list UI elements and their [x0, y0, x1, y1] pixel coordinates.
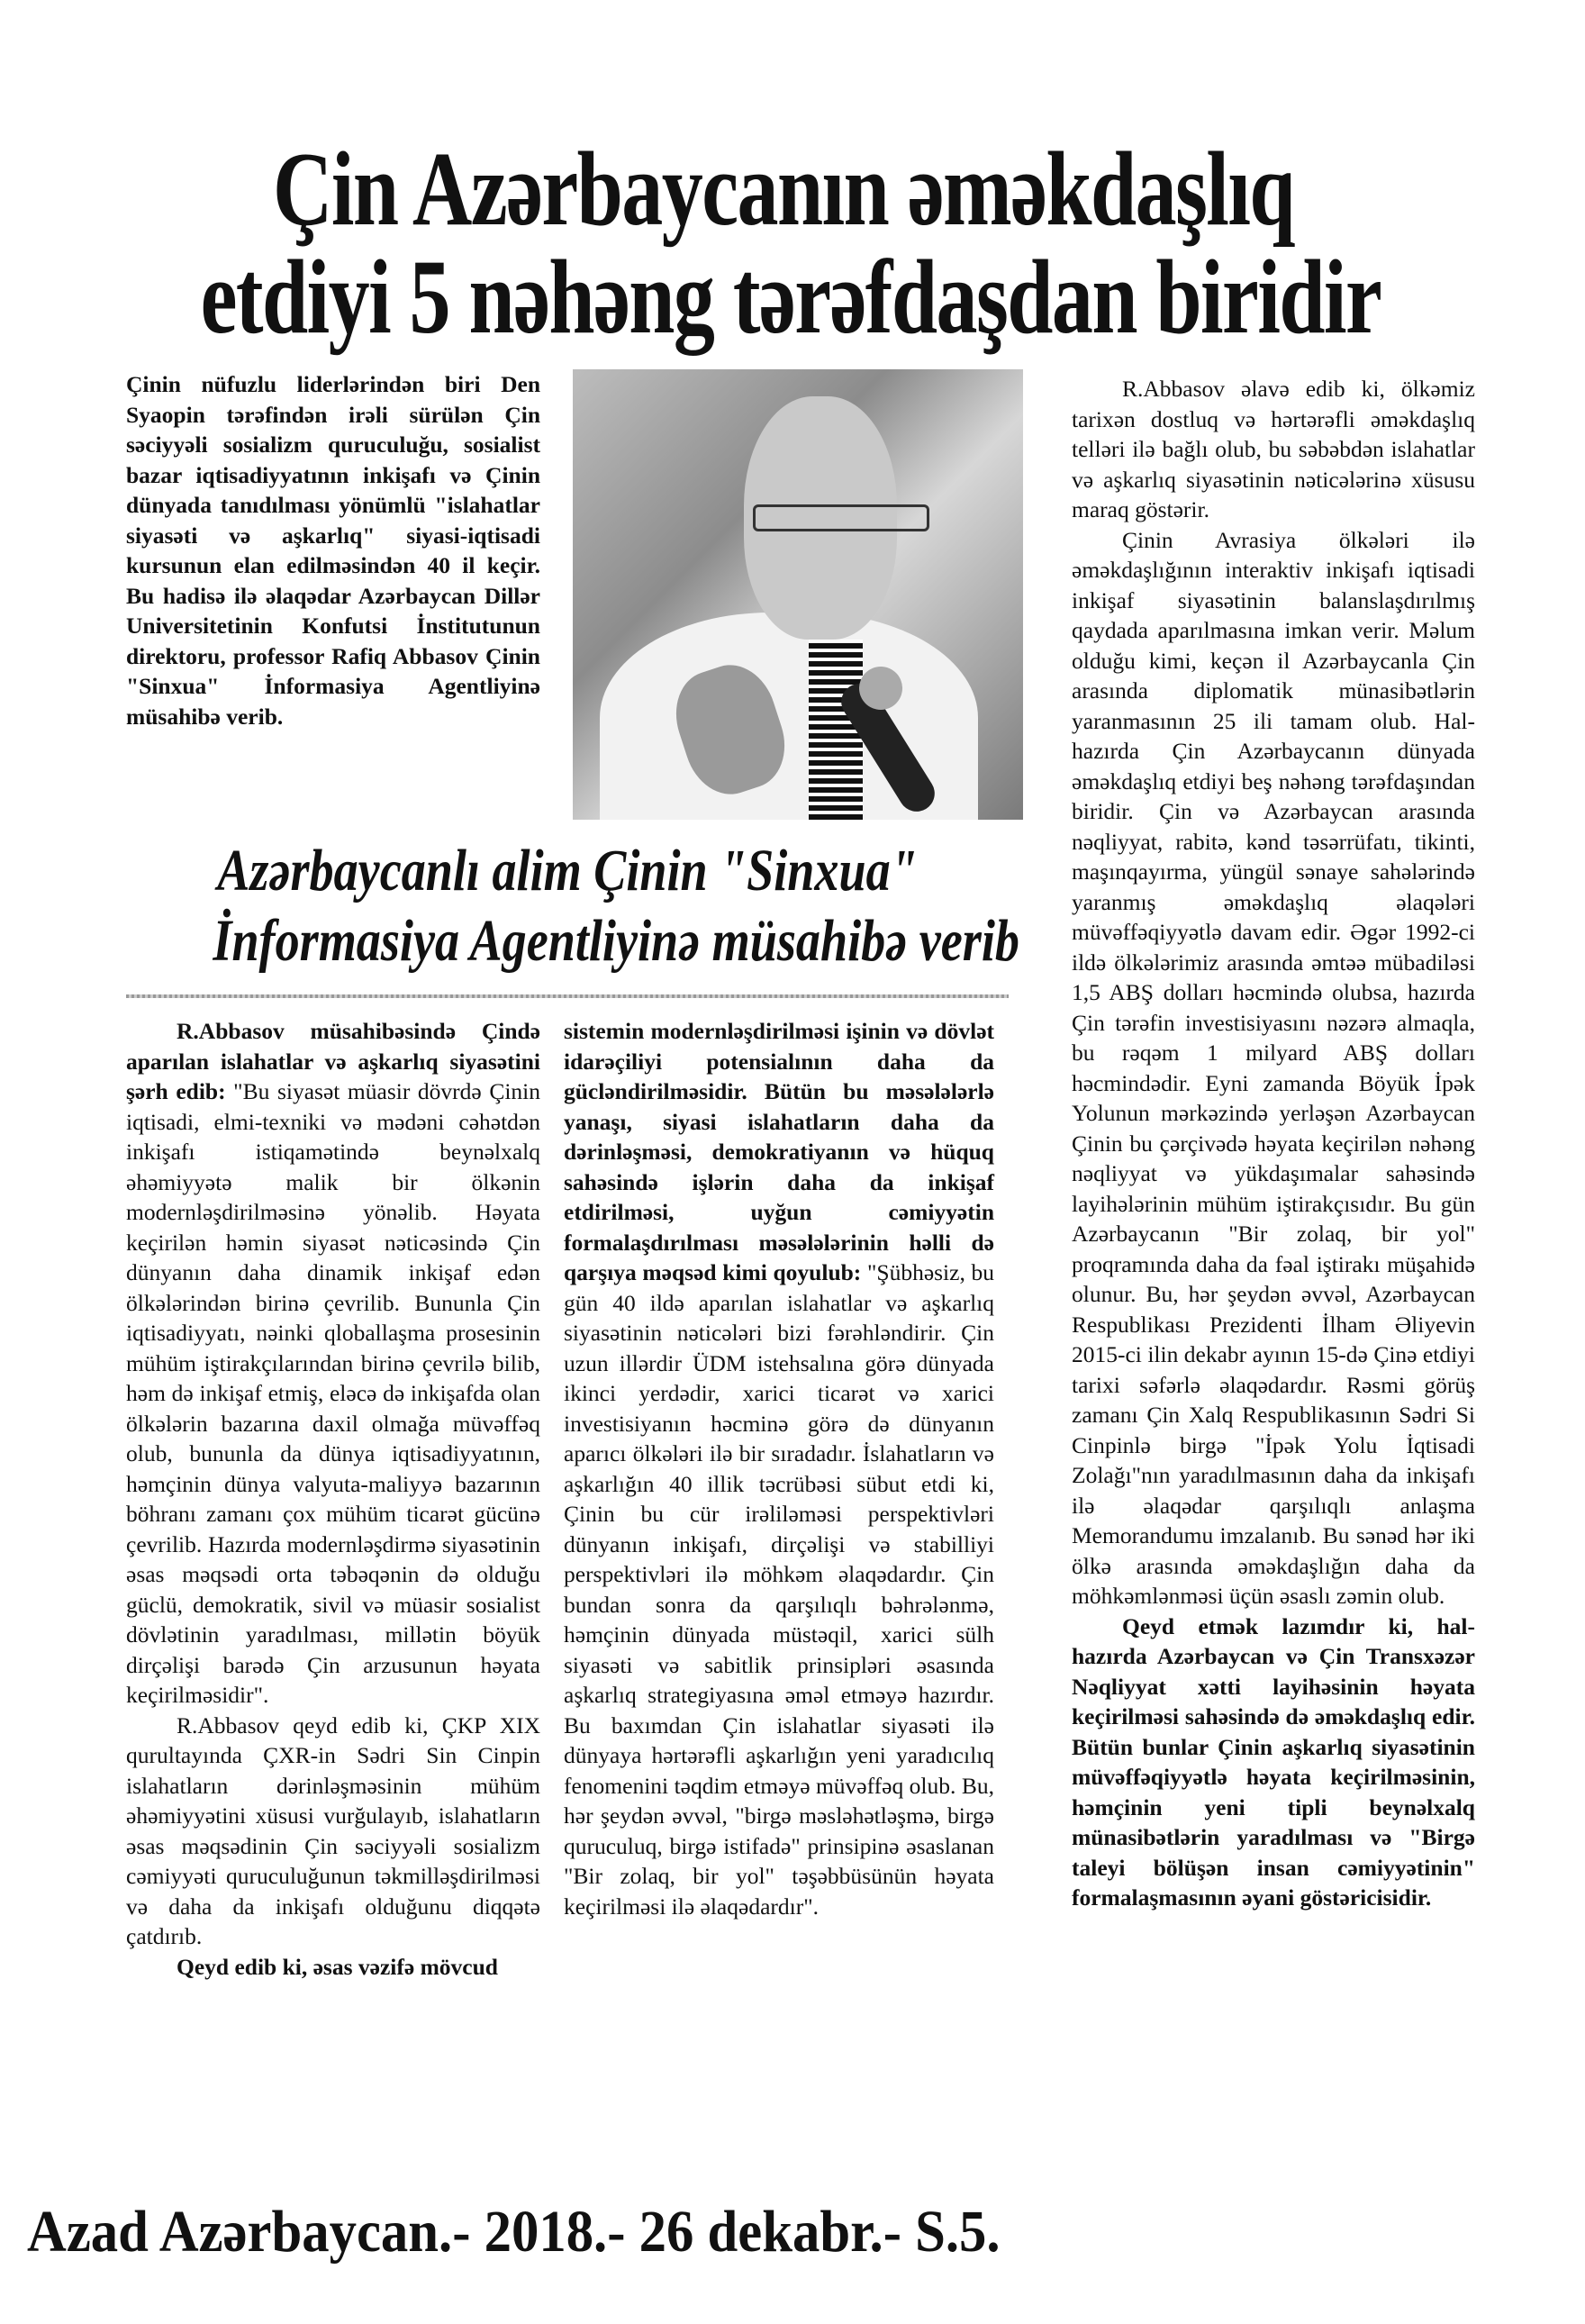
section-divider [126, 994, 1009, 998]
article-photo [573, 369, 1023, 820]
col1-paragraph-2: R.Abbasov qeyd edib ki, ÇKP XIX qurultayında ÇXR-in Sədri Sin Cinpin islahatların dərinləşməsinin mühüm əhəmiyyətini xüsusi vurğulayıb, islahatların əsas məqsədinin Çin səciyyəli sosializm cəmiyyəti quruculuğunun təkmilləşdirilməsi və daha da inkişafı olduğunu diqqətə çatdırıb. [126, 1711, 540, 1949]
col1-paragraph-1 [126, 1016, 540, 1711]
col2-p1-rest: "Şübhəsiz, bu gün 40 ildə aparılan islahatlar və aşkarlıq siyasətinin nəticələri bizi fərəhləndirir. Çin uzun illərdir ÜDM istehsalına görə dünyada ikinci yerdədir, xarici ticarət və xarici investisiyanın həcminə görə də dünyanın aparıcı ölkələri ilə bir sıradadır. İslahatların və aşkarlığın 40 illik təcrübəsi sübut etdi ki, Çinin bu cür irəliləməsi perspektivləri dünyanın inkişafı, dirçəlişi və stabilliyi perspektivləri ilə möhkəm əlaqədardır. Çin bundan sonra da qarşılıqlı bəhrələnmə, həmçinin dünyada müstəqil, xarici sülh siyasəti və sabitlik prinsipləri əsasında aşkarlıq strategiyasına əməl etməyə hazırdır. Bu baxımdan Çin islahatlar siyasəti ilə dünyaya hərtərəfli aşkarlığın yeni yaradıcılıq fenomenini təqdim etməyə müvəffəq olub. Bu, hər şeydən əvvəl, "birgə məsləhətləşmə, birgə quruculuq, birgə istifadə" prinsipinə əsaslanan "Bir zolaq, bir yol" təşəbbüsünün həyata keçirilməsi ilə əlaqədardır". [564, 1259, 994, 1920]
col2-paragraph-1 [564, 1016, 994, 1921]
article-subheadline [213, 836, 1019, 991]
headline-line-2: etdiyi 5 nəhəng tərəfdaşdan biridir [200, 238, 1381, 356]
col1-p1-bold: R.Abbasov müsahibəsində Çində aparılan islahatlar və aşkarlıq siyasətini şərh edib: [126, 1018, 540, 1104]
body-column-3 [1072, 374, 1475, 1913]
col3-paragraph-3: Qeyd etmək lazımdır ki, hal-hazırda Azərbaycan və Çin Transxəzər Nəqliyyat xətti layihəsinin həyata keçirilməsi sahəsində də əməkdaşlıq edir. Bütün bunlar Çinin aşkarlıq siyasətinin müvəffəqiyyətlə həyata keçirilməsinin, həmçinin yeni tipli beynəlxalq münasibətlərin yaradılması və "Birgə taleyi bölüşən insan cəmiyyətinin" formalaşmasının əyani göstəricisidir. [1072, 1612, 1475, 1911]
col3-paragraph-2: Çinin Avrasiya ölkələri ilə əməkdaşlığının interaktiv inkişafı iqtisadi inkişaf siyasətinin balanslaşdırılmış qaydada aparılmasına imkan verir. Məlum olduğu kimi, keçən il Azərbaycanla Çin arasında diplomatik münasibətlərin yaranmasının 25 ili tamam olub. Hal-hazırda Çin Azərbaycanın dünyada əməkdaşlıq etdiyi beş nəhəng tərəfdaşından biridir. Çin və Azərbaycan arasında nəqliyyat, rabitə, kənd təsərrüfatı, tikinti, maşınqayırma, yüngül sənaye sahələrində yaranmış əməkdaşlıq əlaqələri müvəffəqiyyətlə davam edir. Əgər 1992-ci ildə ölkələrimiz arasında əmtəə mübadiləsi 1,5 ABŞ dolları həcmində olubsa, hazırda Çin tərəfin investisiyasını nəzərə almaqla, bu rəqəm 1 milyard ABŞ dolları həcmindədir. Eyni zamanda Böyük İpək Yolunun mərkəzində yerləşən Azərbaycan Çinin bu çərçivədə həyata keçirilən nəhəng nəqliyyat və yükdaşımalar sahəsində layihələrinin mühüm iştirakçısıdır. Bu gün Azərbaycanın "Bir zolaq, bir yol" proqramında daha da fəal iştirakı müşahidə olunur. Bu, hər şeydən əvvəl, Azərbaycan Respublikası Prezidenti İlham Əliyevin 2015-ci ilin dekabr ayının 15-də Çinə etdiyi tarixi səfərlə əlaqədardır. Rəsmi görüş zamanı Çin Xalq Respublikasının Sədri Si Cinpinlə birgə "İpək Yolu İqtisadi Zolağı"nın yaradılmasının daha da inkişafı ilə əlaqədar qarşılıqlı anlaşma Memorandumu imzalanıb. Bu sənəd hər iki ölkə arasında əməkdaşlığın daha da möhkəmlənməsi üçün əsaslı zəmin olub. [1072, 526, 1475, 1609]
body-column-1 [126, 1016, 540, 1982]
lead-paragraph: Çinin nüfuzlu liderlərindən biri Den Syaopin tərəfindən irəli sürülən Çin səciyyəli sosializm quruculuğu, sosialist bazar iqtisadiyyatının inkişafı və Çinin dünyada tanıdılması yönümlü "islahatlar siyasəti və aşkarlıq" siyasi-iqtisadi kursunun elan edilməsindən 40 il keçir. Bu hadisə ilə əlaqədar Azərbaycan Dillər Universitetinin Konfutsi İnstitutunun direktoru, professor Rafiq Abbasov Çinin "Sinxua" İnformasiya Agentliyinə müsahibə verib. [126, 371, 540, 730]
photo-glasses [753, 504, 929, 531]
col3-paragraph-1: R.Abbasov əlavə edib ki, ölkəmiz tarixən dostluq və hərtərəfli əməkdaşlıq telləri ilə bağlı olub, bu səbəbdən islahatlar və aşkarlıq siyasətinin nəticələrinə xüsusu maraq göstərir. [1072, 376, 1475, 522]
col2-p1-bold: sistemin modernləşdirilməsi işinin və dövlət idarəçiliyi potensialının daha da gücləndirilməsidir. Bütün bu məsələlərlə yanaşı, siyasi islahatların daha da dərinləşməsi, demokratiyanın və hüquq sahəsində işlərin daha da inkişaf etdirilməsi, uyğun cəmiyyətin formalaşdırılması məsələlərinin həlli də qarşıya məqsəd kimi qoyulub: [564, 1018, 994, 1285]
col1-paragraph-3: Qeyd edib ki, əsas vəzifə mövcud [177, 1953, 498, 1980]
article-lead [126, 369, 540, 731]
subheadline-line-1: Azərbaycanlı alim Çinin "Sinxua" [217, 838, 918, 903]
body-column-2 [564, 1016, 994, 1921]
subheadline-line-2: İnformasiya Agentliyinə müsahibə verib [213, 908, 1019, 974]
col1-p1-rest: "Bu siyasət müasir dövrdə Çinin iqtisadi, elmi-texniki və mədəni cəhətdən inkişafı istiqamətində beynəlxalq əhəmiyyətə malik bir ölkənin modernləşdirilməsinə yönəlib. Həyata keçirilən həmin siyasət nəticəsində Çin dünyanın daha dinamik inkişaf edən ölkələrindən birinə çevrilib. Bununla Çin iqtisadiyyatı, nəinki qloballaşma prosesinin mühüm iştirakçılarından birinə çevrilə bilib, həm də inkişaf etmiş, eləcə də inkişafda olan ölkələrin bazarına daxil olmağa müvəffəq olub, bununla da dünya iqtisadiyyatının, həmçinin dünya valyuta-maliyyə bazarının böhranı zamanı çox mühüm ticarət gücünə çevrilib. Hazırda modernləşdirmə siyasətinin əsas məqsədi orta təbəqənin də olduğu güclü, demokratik, sivil və müasir sosialist dövlətinin yaradılması, millətin böyük dirçəlişi barədə Çin arzusunun həyata keçirilməsidir". [126, 1078, 540, 1708]
headline-line-1: Çin Azərbaycanın əməkdaşlıq [272, 130, 1295, 248]
article-headline [200, 130, 1381, 356]
microphone-head [859, 667, 902, 710]
source-citation: Azad Azərbaycan.- 2018.- 26 dekabr.- S.5. [27, 2199, 1001, 2265]
